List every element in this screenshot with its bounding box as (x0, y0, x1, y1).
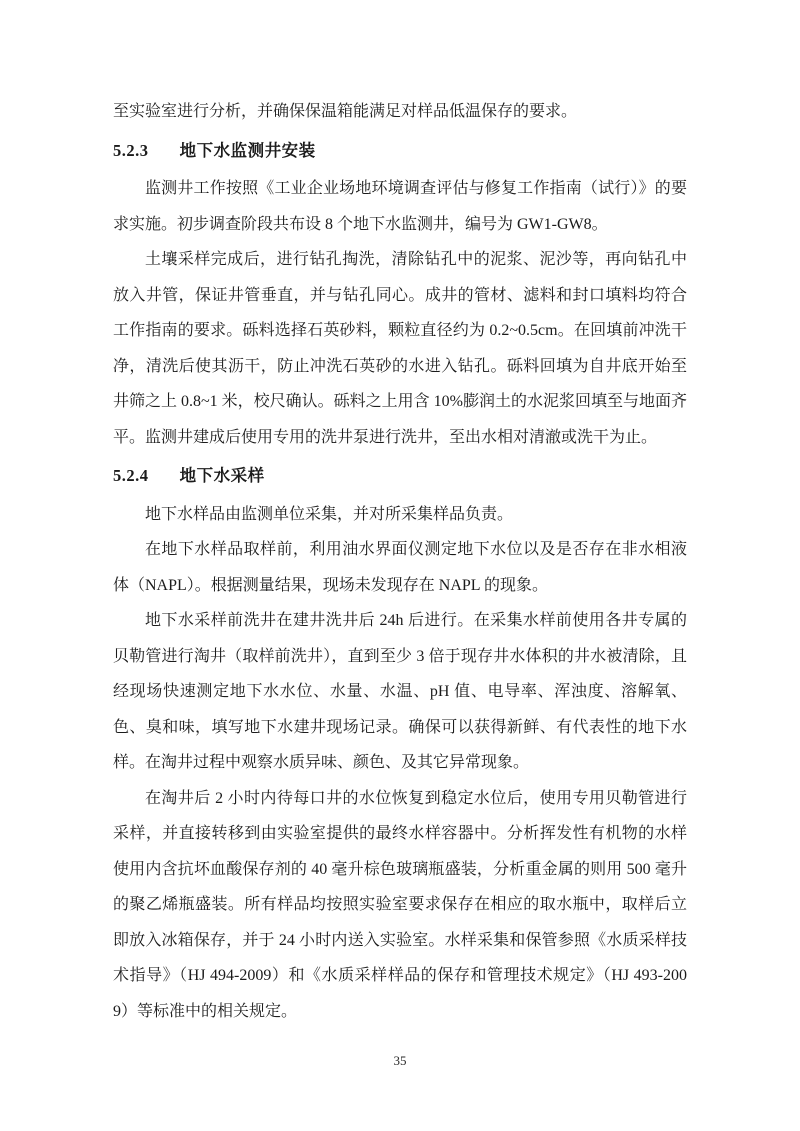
section-number: 5.2.3 (113, 140, 149, 160)
paragraph: 在淘井后 2 小时内待每口井的水位恢复到稳定水位后，使用专用贝勒管进行采样，并直接转移到由实验室提供的最终水样容器中。分析挥发性有机物的水样使用内含抗坏血酸保存剂的 40 毫升棕色玻璃瓶盛装，分析重金属的则用 500 毫升的聚乙烯瓶盛装。所有样品均按照实验室要求保存在相应的取水瓶中，取样后立即放入冰箱保存，并于 24 小时内送入实验室。水样采集和保管参照《水质采样技术指导》（HJ 494-2009）和《水质采样样品的保存和管理技术规定》（HJ 493-2009）等标准中的相关规定。 (113, 789, 687, 1020)
section-heading-5-2-4 (113, 458, 687, 495)
section-title: 地下水监测井安装 (179, 141, 316, 160)
continuation-paragraph: 至实验室进行分析，并确保保温箱能满足对样品低温保存的要求。 (113, 103, 578, 120)
section-title: 地下水采样 (179, 467, 265, 485)
page-number: 35 (393, 1053, 407, 1068)
section-heading-5-2-3 (113, 133, 687, 170)
paragraph: 地下水采样前洗井在建井洗井后 24h 后进行。在采集水样前使用各井专属的贝勒管进行淘井（取样前洗井），直到至少 3 倍于现存井水体积的井水被清除，且经现场快速测定地下水水位、水量、水温、pH 值、电导率、浑浊度、溶解氧、色、臭和味，填写地下水建井现场记录。确保可以获得新鲜、有代表性的地下水样。在淘井过程中观察水质异味、颜色、及其它异常现象。 (113, 612, 687, 771)
paragraph: 在地下水样品取样前，利用油水界面仪测定地下水位以及是否存在非水相液体（NAPL）。根据测量结果，现场未发现存在 NAPL 的现象。 (113, 541, 687, 594)
paragraph: 土壤采样完成后，进行钻孔掏洗，清除钻孔中的泥浆、泥沙等，再向钻孔中放入井管，保证井管垂直，并与钻孔同心。成井的管材、滤料和封口填料均符合工作指南的要求。砾料选择石英砂料，颗粒直径约为 0.2~0.5cm。在回填前冲洗干净，清洗后使其沥干，防止冲洗石英砂的水进入钻孔。砾料回填为自井底开始至井筛之上 0.8~1 米，校尺确认。砾料之上用含 10%膨润土的水泥浆回填至与地面齐平。监测井建成后使用专用的洗井泵进行洗井，至出水相对清澈或洗干为止。 (113, 251, 687, 446)
paragraph: 地下水样品由监测单位采集，并对所采集样品负责。 (145, 505, 514, 523)
paragraph: 监测井工作按照《工业企业场地环境调查评估与修复工作指南（试行）》的要求实施。初步调查阶段共布设 8 个地下水监测井，编号为 GW1-GW8。 (113, 180, 687, 233)
section-number: 5.2.4 (113, 466, 149, 485)
